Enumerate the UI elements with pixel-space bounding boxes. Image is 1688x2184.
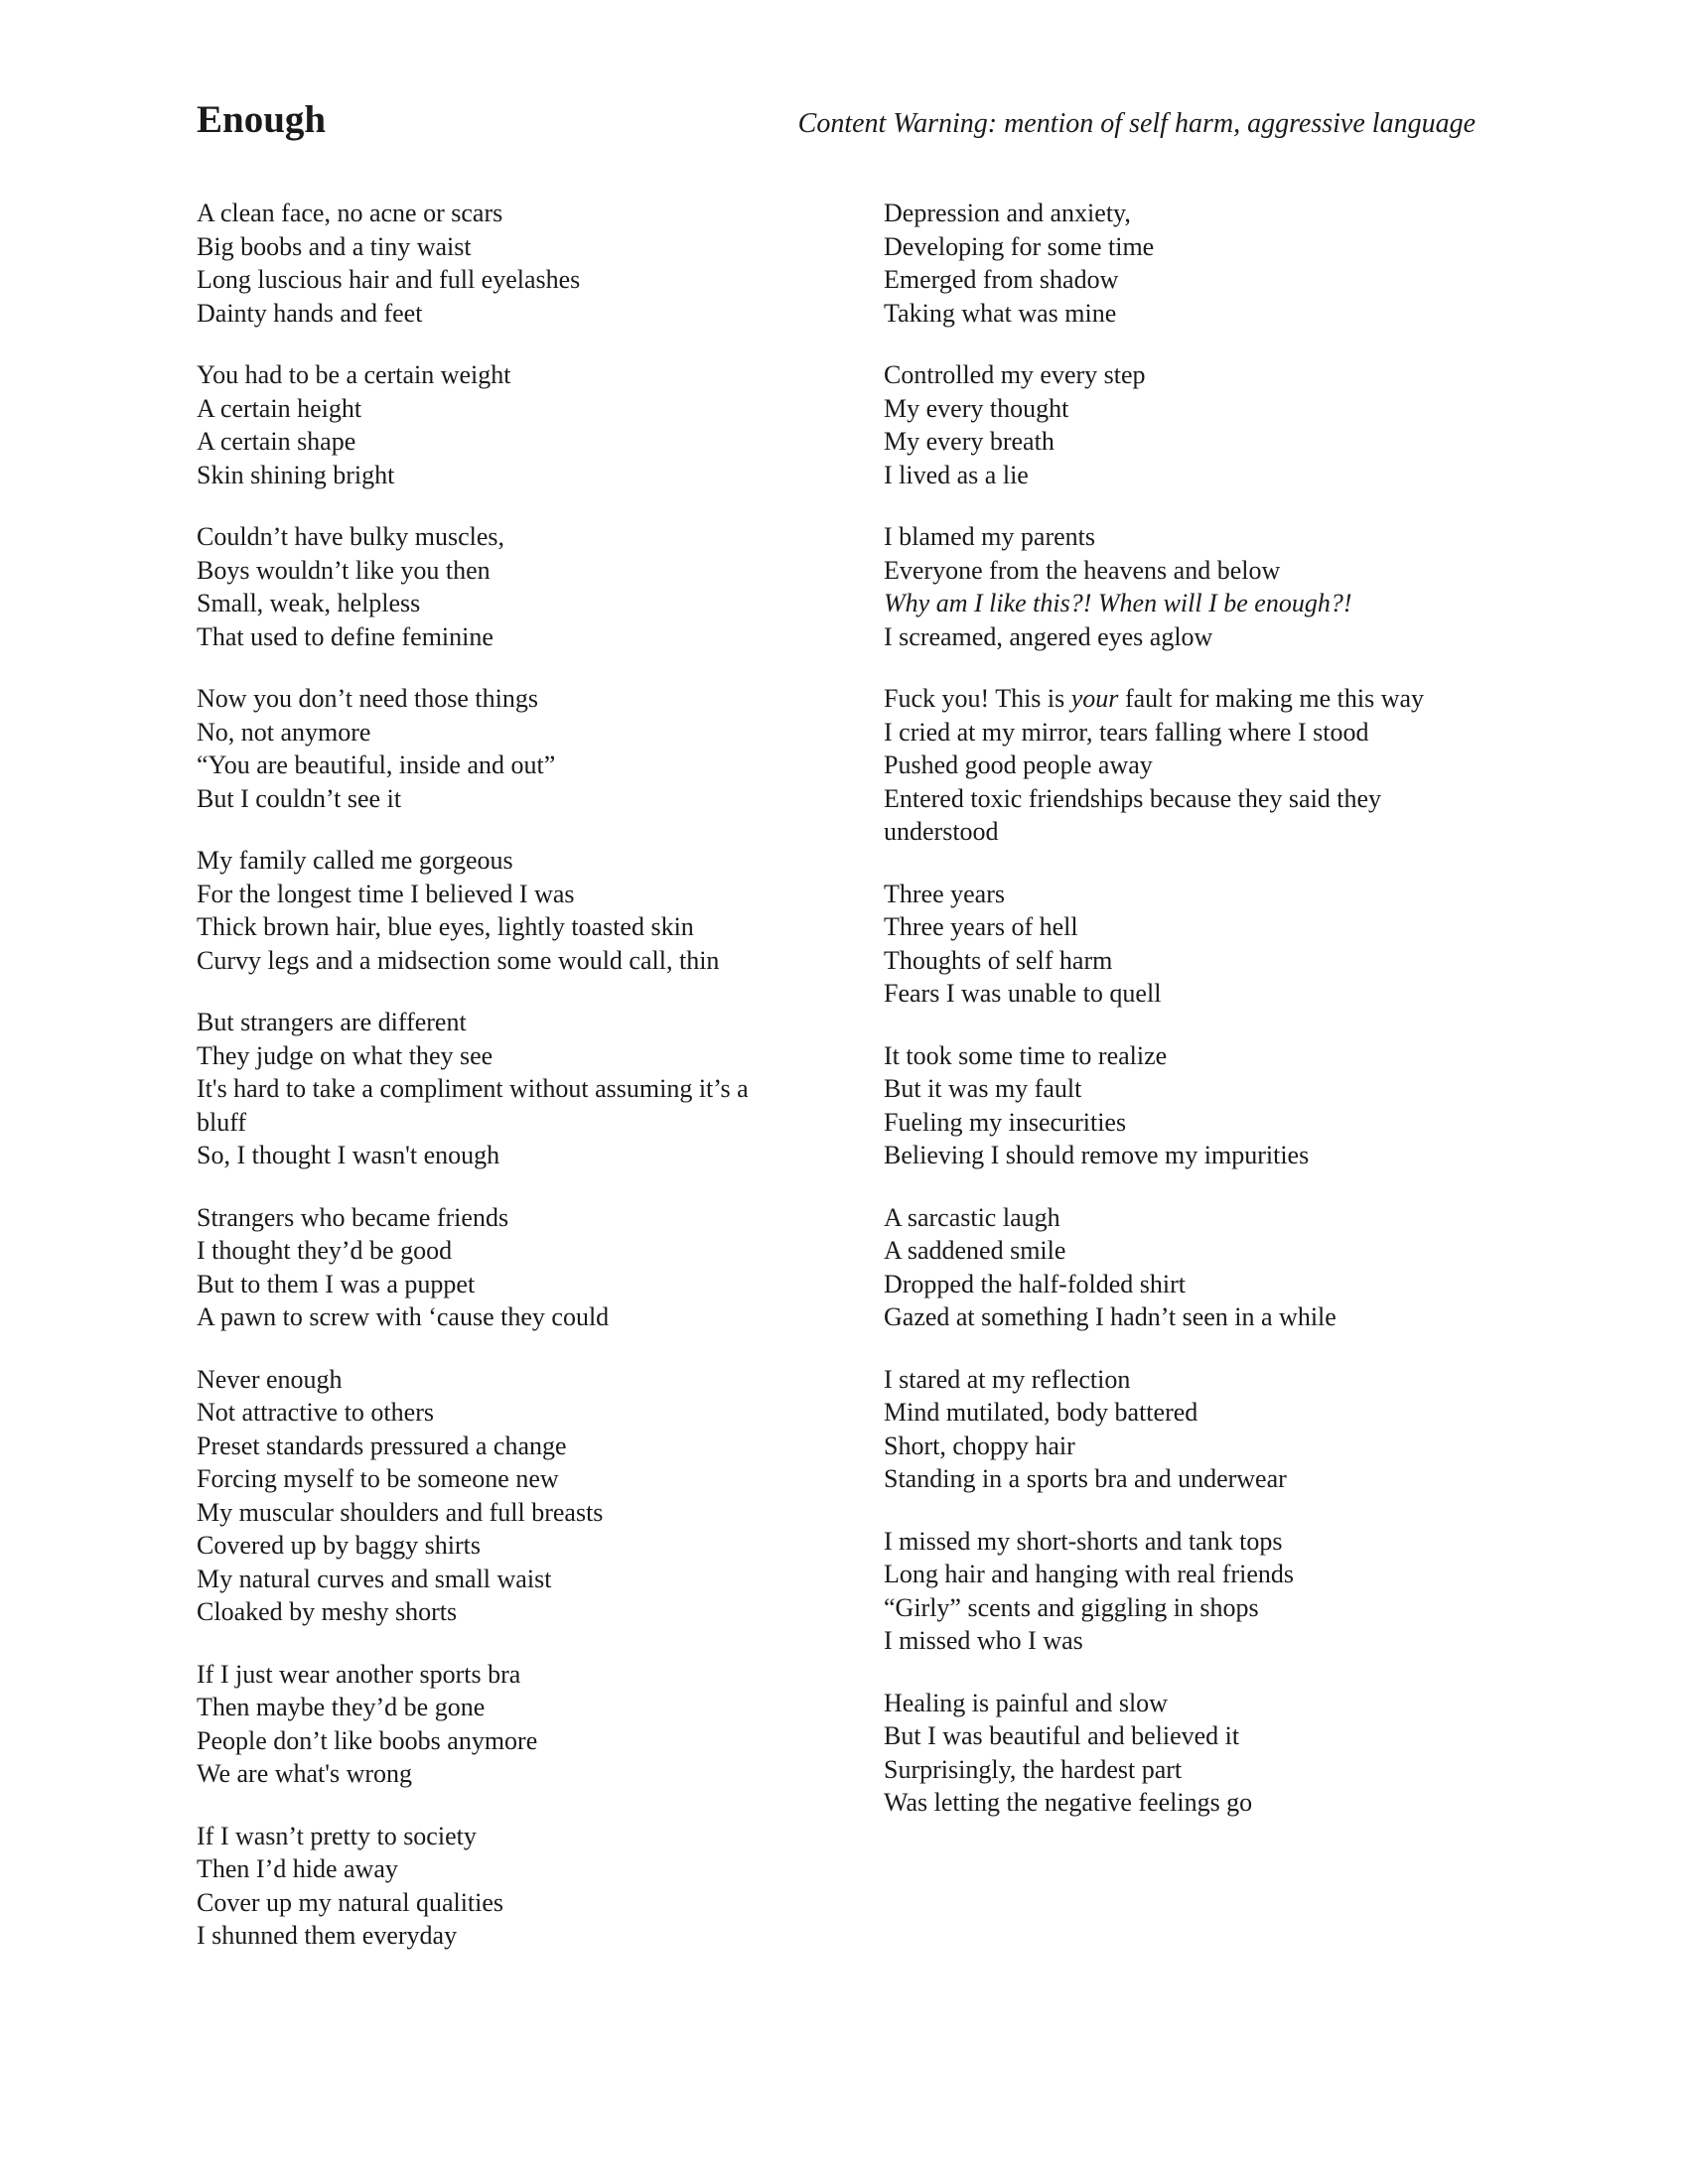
poem-line: Why am I like this?! When will I be enough?!: [884, 589, 1352, 617]
poem-line: I blamed my parents: [884, 522, 1095, 551]
poem-line: Curvy legs and a midsection some would call, thin: [197, 945, 720, 975]
poem-column-left: [197, 197, 773, 1981]
poem-line: Developing for some time: [884, 231, 1155, 261]
poem-line: I cried at my mirror, tears falling where I stood: [884, 717, 1369, 747]
poem-line: Thoughts of self harm: [884, 945, 1113, 975]
stanza: [884, 1363, 1450, 1496]
poem-line: Now you don’t need those things: [197, 684, 538, 713]
poem-line: A certain height: [197, 393, 362, 423]
poem-line: understood: [884, 817, 999, 846]
poem-line: Fears I was unable to quell: [884, 979, 1162, 1008]
poem-line: Thick brown hair, blue eyes, lightly toasted skin: [197, 912, 694, 941]
poem-line: Strangers who became friends: [197, 1202, 509, 1232]
poem-line: Skin shining bright: [197, 460, 395, 489]
poem-line: A saddened smile: [884, 1236, 1066, 1265]
poem-line: I lived as a lie: [884, 460, 1029, 489]
stanza: [884, 520, 1450, 653]
content-warning: Content Warning: mention of self harm, aggressive language: [797, 108, 1476, 139]
poem-line: Believing I should remove my impurities: [884, 1141, 1310, 1169]
poem-line: Then I’d hide away: [197, 1854, 398, 1883]
poem-line: “Girly” scents and giggling in shops: [884, 1592, 1259, 1622]
stanza: [197, 1820, 773, 1953]
poem-line: A certain shape: [197, 427, 356, 456]
poem-line: Preset standards pressured a change: [197, 1431, 567, 1460]
stanza: [884, 878, 1450, 1011]
stanza: [197, 682, 773, 815]
poem-line: I thought they’d be good: [197, 1236, 453, 1265]
poem-line: My natural curves and small waist: [197, 1564, 552, 1593]
stanza: [197, 197, 773, 330]
poem-line: For the longest time I believed I was: [197, 879, 575, 908]
poem-line: Not attractive to others: [197, 1398, 434, 1427]
stanza: [197, 844, 773, 977]
poem-line: Emerged from shadow: [884, 265, 1119, 294]
poem-line: My every thought: [884, 393, 1069, 423]
stanza: [197, 1658, 773, 1791]
poem-line: Taking what was mine: [884, 298, 1117, 328]
poem-line: Standing in a sports bra and underwear: [884, 1464, 1287, 1493]
stanza: [884, 682, 1450, 849]
poem-line: Dropped the half-folded shirt: [884, 1269, 1186, 1298]
poem-line: But to them I was a puppet: [197, 1269, 476, 1298]
poem-line: No, not anymore: [197, 717, 371, 747]
poem-line: Never enough: [197, 1364, 343, 1394]
poem-line: Surprisingly, the hardest part: [884, 1754, 1183, 1784]
poem-line: Long luscious hair and full eyelashes: [197, 265, 581, 294]
poem-line: Fueling my insecurities: [884, 1107, 1127, 1137]
poem-line: A sarcastic laugh: [884, 1202, 1060, 1232]
poem-line: They judge on what they see: [197, 1040, 493, 1070]
poem-line: If I just wear another sports bra: [197, 1659, 521, 1689]
poem-line: My every breath: [884, 427, 1055, 456]
poem-line: You had to be a certain weight: [197, 360, 511, 389]
poem-line: Healing is painful and slow: [884, 1688, 1168, 1717]
stanza: [884, 197, 1450, 330]
poem-line: Couldn’t have bulky muscles,: [197, 522, 505, 551]
poem-line: Cover up my natural qualities: [197, 1887, 504, 1917]
poem-line: Dainty hands and feet: [197, 298, 423, 328]
stanza: [197, 1006, 773, 1172]
poem-line: Controlled my every step: [884, 360, 1146, 389]
emphasis: your: [1070, 684, 1119, 713]
stanza: [197, 1363, 773, 1629]
poem-line: It took some time to realize: [884, 1040, 1168, 1070]
poem-line: I shunned them everyday: [197, 1921, 458, 1950]
poem-line: Boys wouldn’t like you then: [197, 555, 491, 585]
poem-line: People don’t like boobs anymore: [197, 1725, 538, 1755]
poem-line: I stared at my reflection: [884, 1364, 1131, 1394]
stanza: [197, 358, 773, 491]
poem-line: I missed who I was: [884, 1626, 1083, 1655]
stanza: [197, 520, 773, 653]
poem-line: A clean face, no acne or scars: [197, 199, 503, 227]
poem-title: Enough: [197, 98, 327, 141]
poem-line: That used to define feminine: [197, 621, 493, 651]
poem-line: Gazed at something I hadn’t seen in a while: [884, 1302, 1336, 1331]
stanza: [884, 1525, 1450, 1658]
poem-line: Three years of hell: [884, 912, 1078, 941]
poem-line: I screamed, angered eyes aglow: [884, 621, 1213, 651]
poem-line: Fuck you! This is your fault for making me this way: [884, 684, 1425, 713]
poem-column-right: [884, 197, 1450, 1848]
poem-line: But I couldn’t see it: [197, 783, 402, 813]
poem-line: Then maybe they’d be gone: [197, 1693, 486, 1721]
poem-line: Pushed good people away: [884, 751, 1153, 779]
poem-line: But strangers are different: [197, 1008, 467, 1036]
poem-line: So, I thought I wasn't enough: [197, 1141, 500, 1169]
poem-line: Small, weak, helpless: [197, 589, 421, 617]
poem-line: Everyone from the heavens and below: [884, 555, 1281, 585]
poem-line: Three years: [884, 879, 1005, 908]
poem-line: If I wasn’t pretty to society: [197, 1821, 477, 1850]
stanza: [197, 1201, 773, 1334]
stanza: [884, 358, 1450, 491]
poem-line: A pawn to screw with ‘cause they could: [197, 1302, 610, 1331]
poem-line: bluff: [197, 1107, 247, 1137]
stanza: [884, 1687, 1450, 1820]
poem-line: Long hair and hanging with real friends: [884, 1560, 1294, 1588]
poem-line: My muscular shoulders and full breasts: [197, 1497, 604, 1527]
poem-line: We are what's wrong: [197, 1759, 413, 1788]
poem-line: Cloaked by meshy shorts: [197, 1597, 458, 1626]
poem-line: Short, choppy hair: [884, 1431, 1075, 1460]
poem-line: Covered up by baggy shirts: [197, 1531, 481, 1560]
poem-line: Was letting the negative feelings go: [884, 1788, 1253, 1817]
poem-line: Mind mutilated, body battered: [884, 1398, 1198, 1427]
poem-line: It's hard to take a compliment without assuming it’s a: [197, 1074, 749, 1103]
poem-line: But I was beautiful and believed it: [884, 1721, 1240, 1750]
stanza: [884, 1039, 1450, 1172]
poem-line: But it was my fault: [884, 1074, 1082, 1103]
poem-line: Entered toxic friendships because they said they: [884, 783, 1382, 813]
poem-line: “You are beautiful, inside and out”: [197, 751, 556, 779]
stanza: [884, 1201, 1450, 1334]
poem-line: Forcing myself to be someone new: [197, 1464, 559, 1493]
poem-line: My family called me gorgeous: [197, 846, 513, 875]
poem-line: I missed my short-shorts and tank tops: [884, 1526, 1283, 1556]
poem-line: Big boobs and a tiny waist: [197, 231, 472, 261]
poem-line: Depression and anxiety,: [884, 199, 1131, 227]
